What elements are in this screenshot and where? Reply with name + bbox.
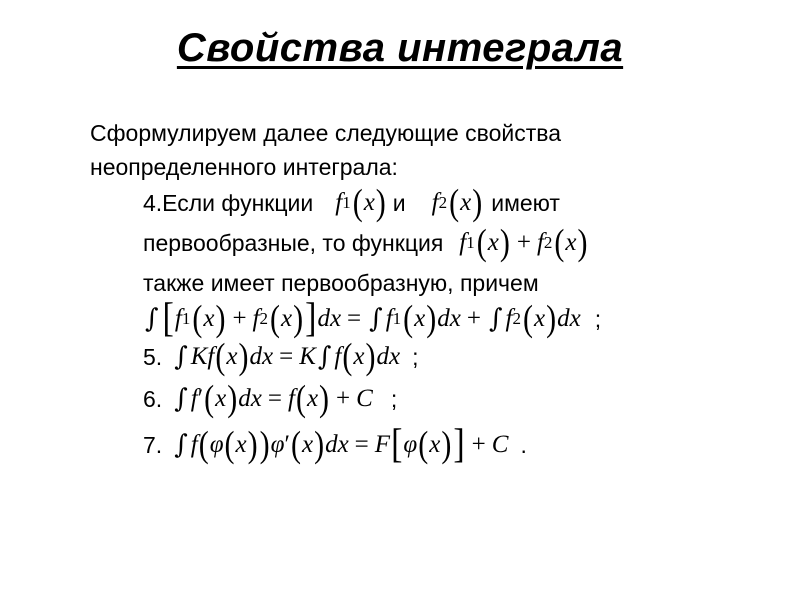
slide-title: Свойства интеграла <box>176 26 624 70</box>
semicolon-6: ; <box>390 385 398 412</box>
intro-line-2: неопределенного интеграла: <box>90 154 398 180</box>
semicolon-4: ; <box>594 305 602 332</box>
item-4-line-3-text: также имеет первообразную, причем <box>143 270 539 296</box>
formula-substitution: ∫ f ( φ ( x ) ) φ ′ ( x ) dx = F [ φ ( x ) ] + C <box>174 422 509 467</box>
item-5-label: 5. <box>143 343 163 370</box>
formula-sum-integral: ∫ [ f 1 ( x ) + f 2 ( x ) ] dx = ∫ f 1 ( x ) dx + ∫ f 2 ( x ) dx <box>145 296 581 341</box>
item-7-label: 7. <box>143 431 163 458</box>
item-4-suffix: имеют <box>491 189 560 216</box>
formula-f1-x: f 1 ( x ) <box>335 181 386 223</box>
item-4-line-3 <box>143 270 539 297</box>
item-4-line-1 <box>143 181 560 223</box>
item-4-and: и <box>392 189 406 216</box>
formula-f1-plus-f2: f 1 ( x ) + f 2 ( x ) <box>459 221 588 263</box>
item-4-prefix: 4.Если функции <box>143 189 314 216</box>
intro-line-1: Сформулируем далее следующие свойства <box>90 120 562 146</box>
formula-derivative-integral: ∫ f ′ ( x ) dx = f ( x ) + C <box>174 377 373 419</box>
intro-text <box>90 116 561 184</box>
item-4-line-2 <box>143 221 589 263</box>
item-6-label: 6. <box>143 385 163 412</box>
item-4-line-2-text: первообразные, то функция <box>143 229 444 256</box>
semicolon-5: ; <box>412 343 419 370</box>
formula-constant-factor: ∫ Kf ( x ) dx = K ∫ f ( x ) dx <box>174 335 401 377</box>
item-4-formula <box>143 296 602 341</box>
item-5 <box>143 335 419 377</box>
item-7 <box>143 422 527 467</box>
period-7: . <box>520 431 527 458</box>
formula-f2-x: f 2 ( x ) <box>431 181 483 223</box>
item-6 <box>143 377 398 419</box>
